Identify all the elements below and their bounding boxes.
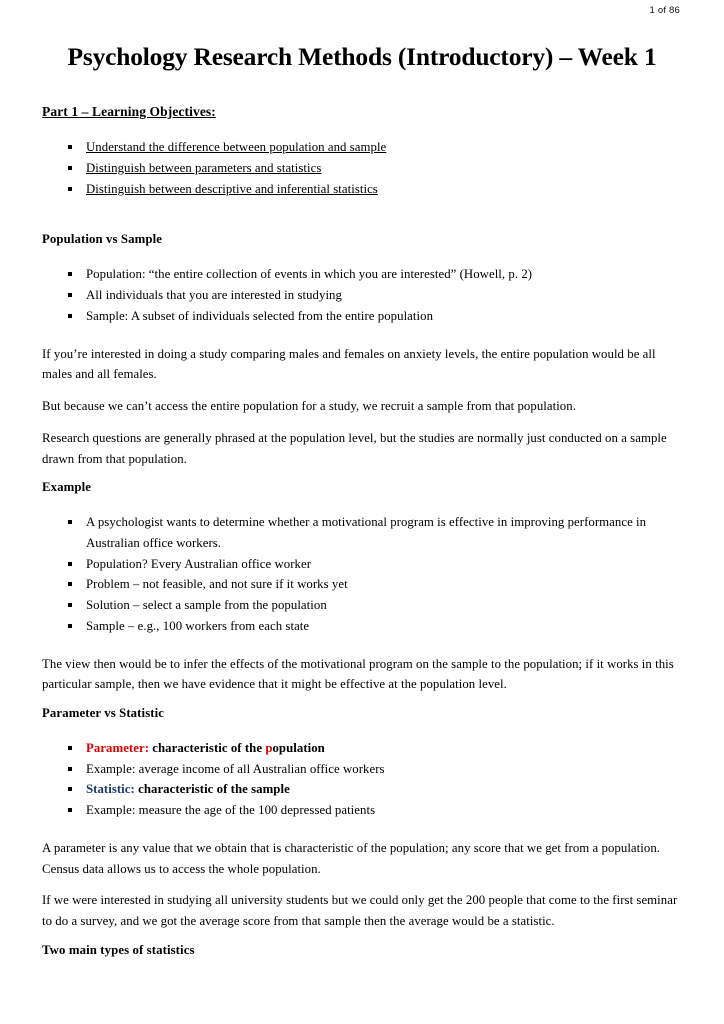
spacer [42, 71, 682, 104]
example-list [42, 512, 682, 636]
list-item [42, 512, 682, 553]
bullet-text: Solution – select a sample from the population [86, 598, 327, 613]
list-item [42, 179, 682, 200]
spacer [42, 495, 682, 512]
bullet-text: Population: “the entire collection of events in which you are interested” (Howell, p. 2) [86, 267, 533, 282]
list-item [42, 574, 682, 595]
objective-text: Distinguish between parameters and statistics [86, 161, 322, 176]
section-heading-population-vs-sample: Population vs Sample [42, 232, 163, 247]
section-heading-example: Example [42, 480, 92, 495]
section-heading-two-main-types: Two main types of statistics [42, 942, 195, 957]
statistic-rest-text: characteristic of the sample [134, 782, 290, 797]
spacer [42, 695, 682, 706]
parameter-mid-text: characteristic of the [149, 740, 266, 755]
bullet-text: A psychologist wants to determine whether a motivational program is effective in improving performance in Australian office workers. [86, 515, 647, 550]
spacer [42, 247, 682, 264]
list-item [42, 779, 682, 800]
list-item [42, 554, 682, 575]
list-item [42, 137, 682, 158]
bullet-text: Population? Every Australian office worker [86, 556, 312, 571]
list-item [42, 800, 682, 821]
spacer [42, 469, 682, 480]
spacer [42, 932, 682, 943]
statistic-keyword: Statistic: [86, 782, 135, 797]
spacer [42, 879, 682, 890]
section-heading-part-1: Part 1 – Learning Objectives: [42, 104, 216, 120]
objective-text: Understand the difference between population and sample [86, 140, 387, 155]
list-item [42, 738, 682, 759]
paragraph-anxiety-example: If you’re interested in doing a study comparing males and females on anxiety levels, the entire population would be all males and all females. [42, 346, 656, 382]
paragraph-infer-effects: The view then would be to infer the effects of the motivational program on the sample to the population; if it works in this particular sample, then we have evidence that it might be effective at the population level. [42, 656, 674, 692]
spacer [42, 385, 682, 396]
paragraph-recruit-sample: But because we can’t access the entire population for a study, we recruit a sample from that population. [42, 399, 576, 414]
parameter-keyword: Parameter: [86, 740, 150, 755]
spacer [42, 199, 682, 232]
parameter-tail-text: opulation [272, 740, 325, 755]
paragraph-research-questions: Research questions are generally phrased at the population level, but the studies are normally just conducted on a sample drawn from that population. [42, 430, 667, 466]
list-item [42, 595, 682, 616]
page-number-indicator: 1 of 86 [649, 5, 680, 16]
spacer [42, 327, 682, 344]
spacer [42, 637, 682, 654]
list-item [42, 306, 682, 327]
section-heading-parameter-vs-statistic: Parameter vs Statistic [42, 705, 165, 720]
document-title: Psychology Research Methods (Introductory) – Week 1 [67, 42, 657, 71]
paragraph-parameter-definition: A parameter is any value that we obtain that is characteristic of the population; any score that we get from a population. Census data allows us to access the whole population. [42, 840, 661, 876]
learning-objectives-list [42, 137, 682, 199]
spacer [42, 721, 682, 738]
list-item [42, 759, 682, 780]
list-item [42, 264, 682, 285]
parameter-statistic-list [42, 738, 682, 821]
bullet-text: Sample: A subset of individuals selected from the entire population [86, 308, 434, 323]
spacer [42, 821, 682, 838]
spacer [42, 417, 682, 428]
bullet-text: Problem – not feasible, and not sure if it works yet [86, 577, 348, 592]
bullet-text: Example: measure the age of the 100 depressed patients [86, 803, 376, 818]
objective-text: Distinguish between descriptive and inferential statistics [86, 181, 378, 196]
list-item [42, 158, 682, 179]
population-vs-sample-list [42, 264, 682, 326]
list-item [42, 285, 682, 306]
bullet-text: All individuals that you are interested in studying [86, 288, 342, 303]
list-item [42, 616, 682, 637]
bullet-text-parameter [86, 741, 325, 755]
paragraph-statistic-definition: If we were interested in studying all university students but we could only get the 200 people that come to the first seminar to do a survey, and we got the average score from that sample then the average would be a statistic. [42, 893, 678, 928]
parameter-highlight-letter: p [265, 740, 273, 755]
bullet-text: Sample – e.g., 100 workers from each state [86, 618, 310, 633]
spacer [42, 120, 682, 137]
bullet-text-statistic [86, 782, 290, 796]
bullet-text: Example: average income of all Australian office workers [86, 761, 385, 776]
